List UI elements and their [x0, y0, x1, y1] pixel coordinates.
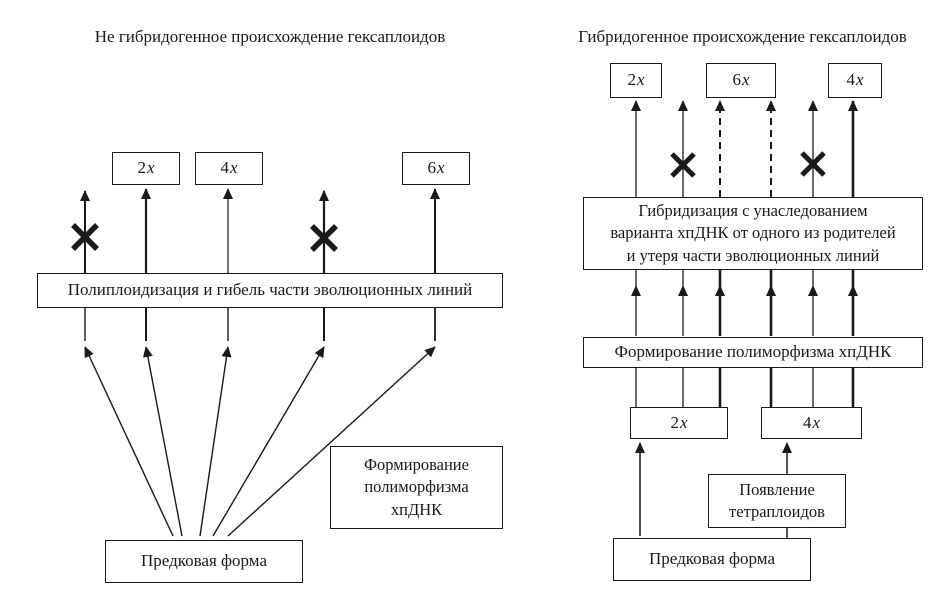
ploidy-var: x [146, 158, 155, 178]
left-ancestor-box [105, 540, 303, 583]
arrowhead-icon [678, 285, 688, 296]
right-top-ploidy-box-6x [706, 63, 776, 98]
ploidy-var: x [636, 70, 645, 90]
ploidy-value: 2 [670, 412, 679, 432]
ploidy-var: x [229, 158, 238, 178]
left-ploidy-box-4x [195, 152, 263, 185]
ploidy-value: 4 [802, 412, 812, 432]
arrowhead-icon [715, 285, 725, 296]
note-line: хпДНК [390, 499, 443, 519]
ploidy-value: 4 [846, 70, 855, 90]
note-line: Формирование [364, 455, 469, 475]
polymorphism-label: Формирование полиморфизма хпДНК [614, 342, 892, 362]
ploidy-label [803, 412, 820, 434]
right-ancestor-box [613, 538, 811, 581]
arrowhead-icon [766, 285, 776, 296]
tetraploid-line: Появление [739, 479, 815, 499]
left-ancestor-divergence-arrow [213, 347, 324, 536]
note-line: полиморфизма [364, 477, 469, 497]
ploidy-label [137, 157, 154, 179]
ploidy-value: 6 [732, 70, 741, 90]
hybridization-line: Гибридизация с унаследованием [638, 201, 868, 221]
right-polymorphism-box [583, 337, 923, 368]
arrowhead-icon [808, 285, 818, 296]
right-tetraploid-box [708, 474, 846, 528]
right-top-ploidy-box-2x [610, 63, 662, 98]
ploidy-var: x [436, 158, 445, 178]
right-top-ploidy-box-4x [828, 63, 882, 98]
left-panel-title: Не гибридогенное происхождение гексаплоидов [94, 27, 446, 46]
ploidy-var: x [741, 70, 750, 90]
ploidy-value: 6 [427, 158, 436, 178]
left-ancestor-divergence-arrow [200, 347, 228, 536]
ancestor-label: Предковая форма [140, 551, 267, 571]
left-note-box-polymorphism [330, 446, 503, 529]
left-process-box [37, 273, 503, 308]
ploidy-label [732, 69, 749, 91]
right-hybridization-box [583, 197, 923, 270]
ancestor-label: Предковая форма [648, 549, 775, 569]
left-ploidy-box-6x [402, 152, 470, 185]
ploidy-var: x [812, 412, 821, 432]
ploidy-value: 2 [137, 158, 146, 178]
left-ancestor-divergence-arrow [85, 347, 173, 536]
ploidy-label [670, 412, 687, 434]
ploidy-value: 2 [627, 70, 636, 90]
left-ploidy-box-2x [112, 152, 180, 185]
ploidy-value: 4 [220, 158, 229, 178]
ploidy-label [627, 69, 644, 91]
ploidy-label [427, 157, 444, 179]
arrowhead-icon [631, 285, 641, 296]
tetraploid-line: тетраплоидов [729, 502, 825, 521]
hybridization-line: варианта хпДНК от одного из родителей [610, 223, 896, 243]
ploidy-label [846, 69, 863, 91]
ploidy-var: x [679, 412, 688, 432]
right-mid-ploidy-box-4x [761, 407, 862, 439]
arrowhead-icon [848, 285, 858, 296]
ploidy-label [220, 157, 237, 179]
hybridization-line: и утеря части эволюционных линий [626, 245, 880, 265]
ploidy-var: x [855, 70, 864, 90]
left-ancestor-divergence-arrow [146, 347, 182, 536]
right-panel-title: Гибридогенное происхождение гексаплоидов [578, 27, 907, 46]
process-box-label: Полиплоидизация и гибель части эволюционных линий [67, 280, 473, 300]
right-mid-ploidy-box-2x [630, 407, 728, 439]
